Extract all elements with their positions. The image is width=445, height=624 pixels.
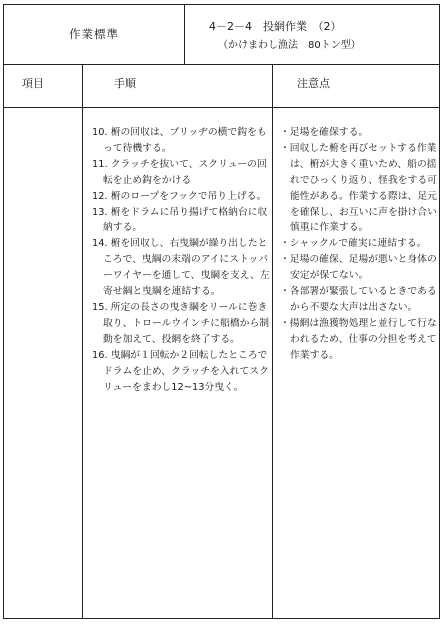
- procedure-step: 11. クラッチを抜いて、スクリューの回転を止め鈎をかける: [92, 158, 267, 186]
- procedure-step: 13. 椨をドラムに吊り揚げて格納台に収納する。: [92, 206, 268, 234]
- note-item: ・足場の確保、足場が悪いと身体の安定が保てない。: [280, 254, 437, 282]
- procedure-step: 12. 椨のロープをフックで吊り上げる。: [92, 190, 267, 202]
- procedure-step: 15. 所定の長さの曳き綱をリールに巻き取り、トロールウインチに船橋から制動を加えて、投網を終了する。: [92, 301, 270, 345]
- divider-item-procedure: [82, 65, 83, 618]
- column-header-row: [4, 65, 439, 108]
- doc-type-cell: [4, 5, 185, 64]
- procedure-step: 16. 曳綱が１回転か２回転したところでドラムを止め、クラッチを入れてスクリューをまわし12~13分曳く。: [92, 349, 269, 393]
- sheet-header: [4, 5, 439, 65]
- procedure-column: [92, 125, 270, 395]
- divider-procedure-notes: [272, 65, 273, 618]
- procedure-step: 14. 椨を回収し、右曳綱が繰り出したところで、曳綱の末端のアイにストッパーワイヤーを通して、曳綱を支え、左寄せ綱と曳綱を連結する。: [92, 238, 270, 298]
- note-item: ・回収した椨を再びセットする作業は、椨が大きく重いため、船の揺れでひっくり返り、怪我をする可能性がある。作業する際は、足元を確保し、お互いに声を掛け合い慎重に作業する。: [280, 142, 437, 234]
- procedure-step: 10. 椨の回収は、ブリッヂの横で鈎をもって待機する。: [92, 127, 267, 154]
- note-item: ・揚網は漁獲物処理と並行して行なわれるため、仕事の分担を考えて作業する。: [280, 317, 437, 361]
- doc-type-label: 作業標準: [69, 27, 119, 41]
- work-standard-sheet: [3, 4, 440, 619]
- note-item: ・シャックルで確実に連結する。: [280, 238, 427, 250]
- column-header-notes: 注意点: [297, 77, 330, 90]
- section-subtitle: （かけまわし漁法 80トン型）: [218, 40, 361, 51]
- note-item: ・各部署が緊張しているときであるから不要な大声は出さない。: [280, 286, 437, 313]
- section-title: 4－2－4 投網作業 （2）: [209, 20, 342, 33]
- note-item: ・足場を確保する。: [280, 127, 369, 138]
- column-header-item: 項目: [22, 77, 44, 90]
- column-header-procedure: 手順: [114, 77, 136, 90]
- notes-column: [280, 125, 438, 364]
